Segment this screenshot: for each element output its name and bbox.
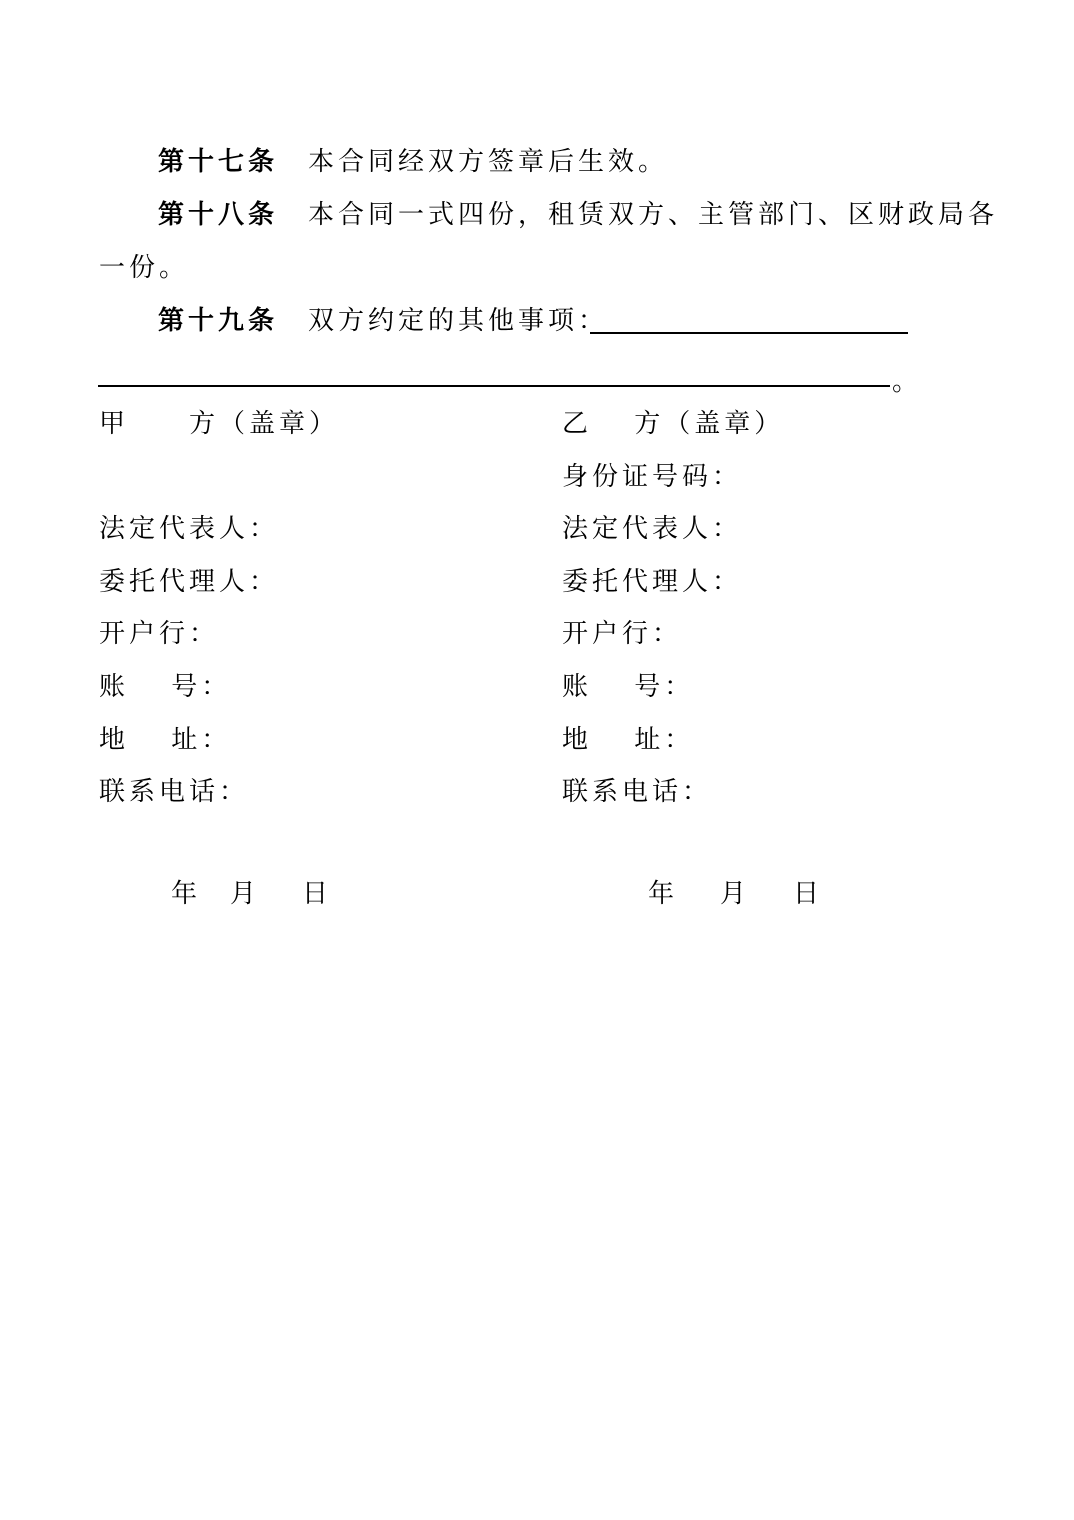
article-18-heading: 第十八条 [158,200,279,230]
article-19 [158,305,608,337]
party-b-date-month: 月 [720,879,747,909]
party-b-bank-label: 开户行： [562,619,683,649]
party-a-agent-label: 委托代理人： [99,567,280,597]
article-17-heading: 第十七条 [158,147,279,177]
party-a-legal-rep-label: 法定代表人： [99,514,280,544]
party-b-title: 乙 方（盖章） [562,409,785,439]
article-17-text: 本合同经双方签章后生效。 [308,147,669,177]
party-b-agent-label: 委托代理人： [562,567,743,597]
party-b-id-number-label: 身份证号码： [562,462,743,492]
other-matters-blank-line-2[interactable] [98,385,890,387]
party-a-bank-label: 开户行： [99,619,220,649]
party-b-phone-label: 联系电话： [562,777,713,807]
article-17 [158,146,668,178]
party-a-address-label: 地 址： [99,725,232,755]
party-a-title: 甲 方（盖章） [99,409,340,439]
party-a-account-label: 账 号： [99,672,232,702]
article-19-heading: 第十九条 [158,306,279,336]
article-18-text-line1: 本合同一式四份，租赁双方、主管部门、区财政局各 [308,200,999,230]
party-a-date-month: 月 [230,879,257,909]
party-a-phone-label: 联系电话： [99,777,250,807]
article-19-text: 双方约定的其他事项： [308,306,609,336]
party-b-legal-rep-label: 法定代表人： [562,514,743,544]
party-b-date-day: 日 [793,879,820,909]
party-a-date-year: 年 [171,879,198,909]
party-b-date-year: 年 [648,879,675,909]
article-18 [158,199,998,231]
other-matters-blank-line-1[interactable] [590,332,908,334]
party-b-address-label: 地 址： [562,725,695,755]
article-19-end-mark: 。 [892,367,919,397]
article-18-line2: 一份。 [99,253,190,283]
party-a-date-day: 日 [302,879,329,909]
party-b-account-label: 账 号： [562,672,695,702]
